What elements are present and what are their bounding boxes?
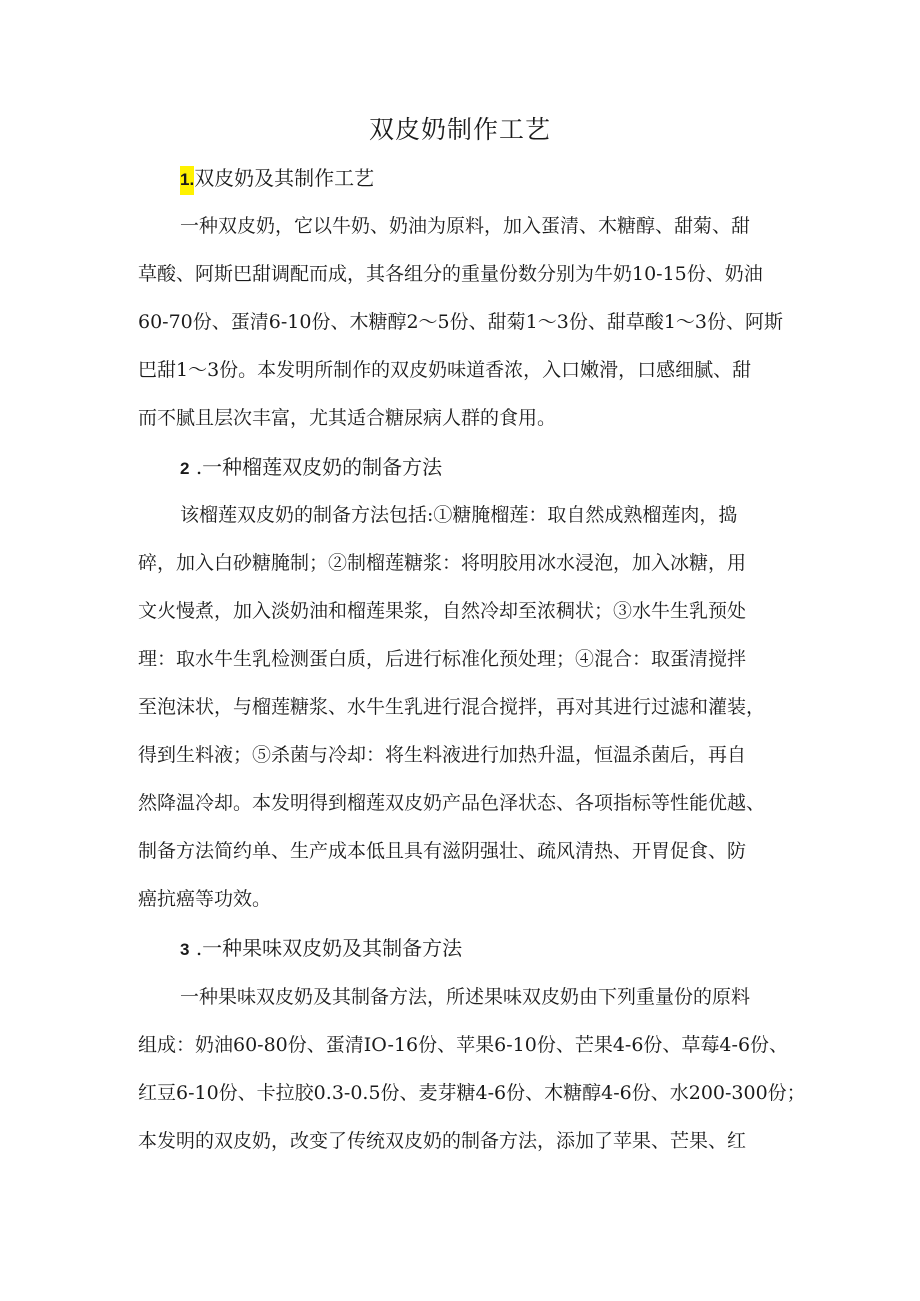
paragraph-line: 理：取水牛生乳检测蛋白质，后进行标准化预处理；④混合：取蛋清搅拌 — [138, 648, 747, 670]
section-2-paragraph — [138, 491, 798, 923]
section-1-heading — [180, 162, 374, 196]
paragraph-line: 得到生料液；⑤杀菌与冷却：将生料液进行加热升温，恒温杀菌后，再自 — [138, 744, 747, 766]
paragraph-line: 红豆6-10份、卡拉胶0.3-0.5份、麦芽糖4-6份、木糖醇4-6份、水200-300份； — [138, 1082, 806, 1104]
paragraph-line: 制备方法简约单、生产成本低且具有滋阴强壮、疏风清热、开胃促食、防 — [138, 840, 747, 862]
paragraph-line: 至泡沫状，与榴莲糖浆、水牛生乳进行混合搅拌，再对其进行过滤和灌装， — [138, 696, 766, 718]
section-3-heading — [180, 932, 462, 966]
paragraph-line: 而不腻且层次丰富，尤其适合糖尿病人群的食用。 — [138, 407, 557, 429]
section-3-paragraph — [138, 973, 806, 1165]
section-2-heading-text: .一种榴莲双皮奶的制备方法 — [195, 455, 443, 479]
section-3-number: 3 — [180, 940, 190, 959]
paragraph-line: 一种双皮奶，它以牛奶、奶油为原料，加入蛋清、木糖醇、甜菊、甜 — [180, 215, 751, 237]
paragraph-line: 文火慢煮，加入淡奶油和榴莲果浆，自然冷却至浓稠状；③水牛生乳预处 — [138, 600, 747, 622]
paragraph-line: 60-70份、蛋清6-10份、木糖醇2～5份、甜菊1～3份、甜草酸1～3份、阿斯 — [138, 311, 783, 333]
paragraph-line: 本发明的双皮奶，改变了传统双皮奶的制备方法，添加了苹果、芒果、红 — [138, 1130, 747, 1152]
paragraph-line: 碎，加入白砂糖腌制；②制榴莲糖浆：将明胶用冰水浸泡，加入冰糖，用 — [138, 552, 747, 574]
document-title: 双皮奶制作工艺 — [368, 115, 551, 144]
paragraph-line: 巴甜1～3份。本发明所制作的双皮奶味道香浓，入口嫩滑，口感细腻、甜 — [138, 359, 752, 381]
section-1-heading-text: 双皮奶及其制作工艺 — [194, 166, 375, 190]
paragraph-line: 癌抗癌等功效。 — [138, 888, 272, 910]
paragraph-line: 一种果味双皮奶及其制备方法，所述果味双皮奶由下列重量份的原料 — [180, 986, 751, 1008]
section-2-heading — [180, 451, 442, 485]
section-2-number: 2 — [180, 459, 190, 478]
paragraph-line: 该榴莲双皮奶的制备方法包括:①糖腌榴莲：取自然成熟榴莲肉，捣 — [180, 504, 738, 526]
paragraph-line: 组成：奶油60-80份、蛋清IO-16份、苹果6-10份、芒果4-6份、草莓4-6份、 — [138, 1034, 789, 1056]
paragraph-line: 然降温冷却。本发明得到榴莲双皮奶产品色泽状态、各项指标等性能优越、 — [138, 792, 766, 814]
section-1-paragraph — [138, 202, 798, 442]
paragraph-line: 草酸、阿斯巴甜调配而成，其各组分的重量份数分别为牛奶10-15份、奶油 — [138, 263, 763, 285]
section-3-heading-text: .一种果味双皮奶及其制备方法 — [195, 936, 463, 960]
section-1-number: 1. — [180, 166, 194, 195]
